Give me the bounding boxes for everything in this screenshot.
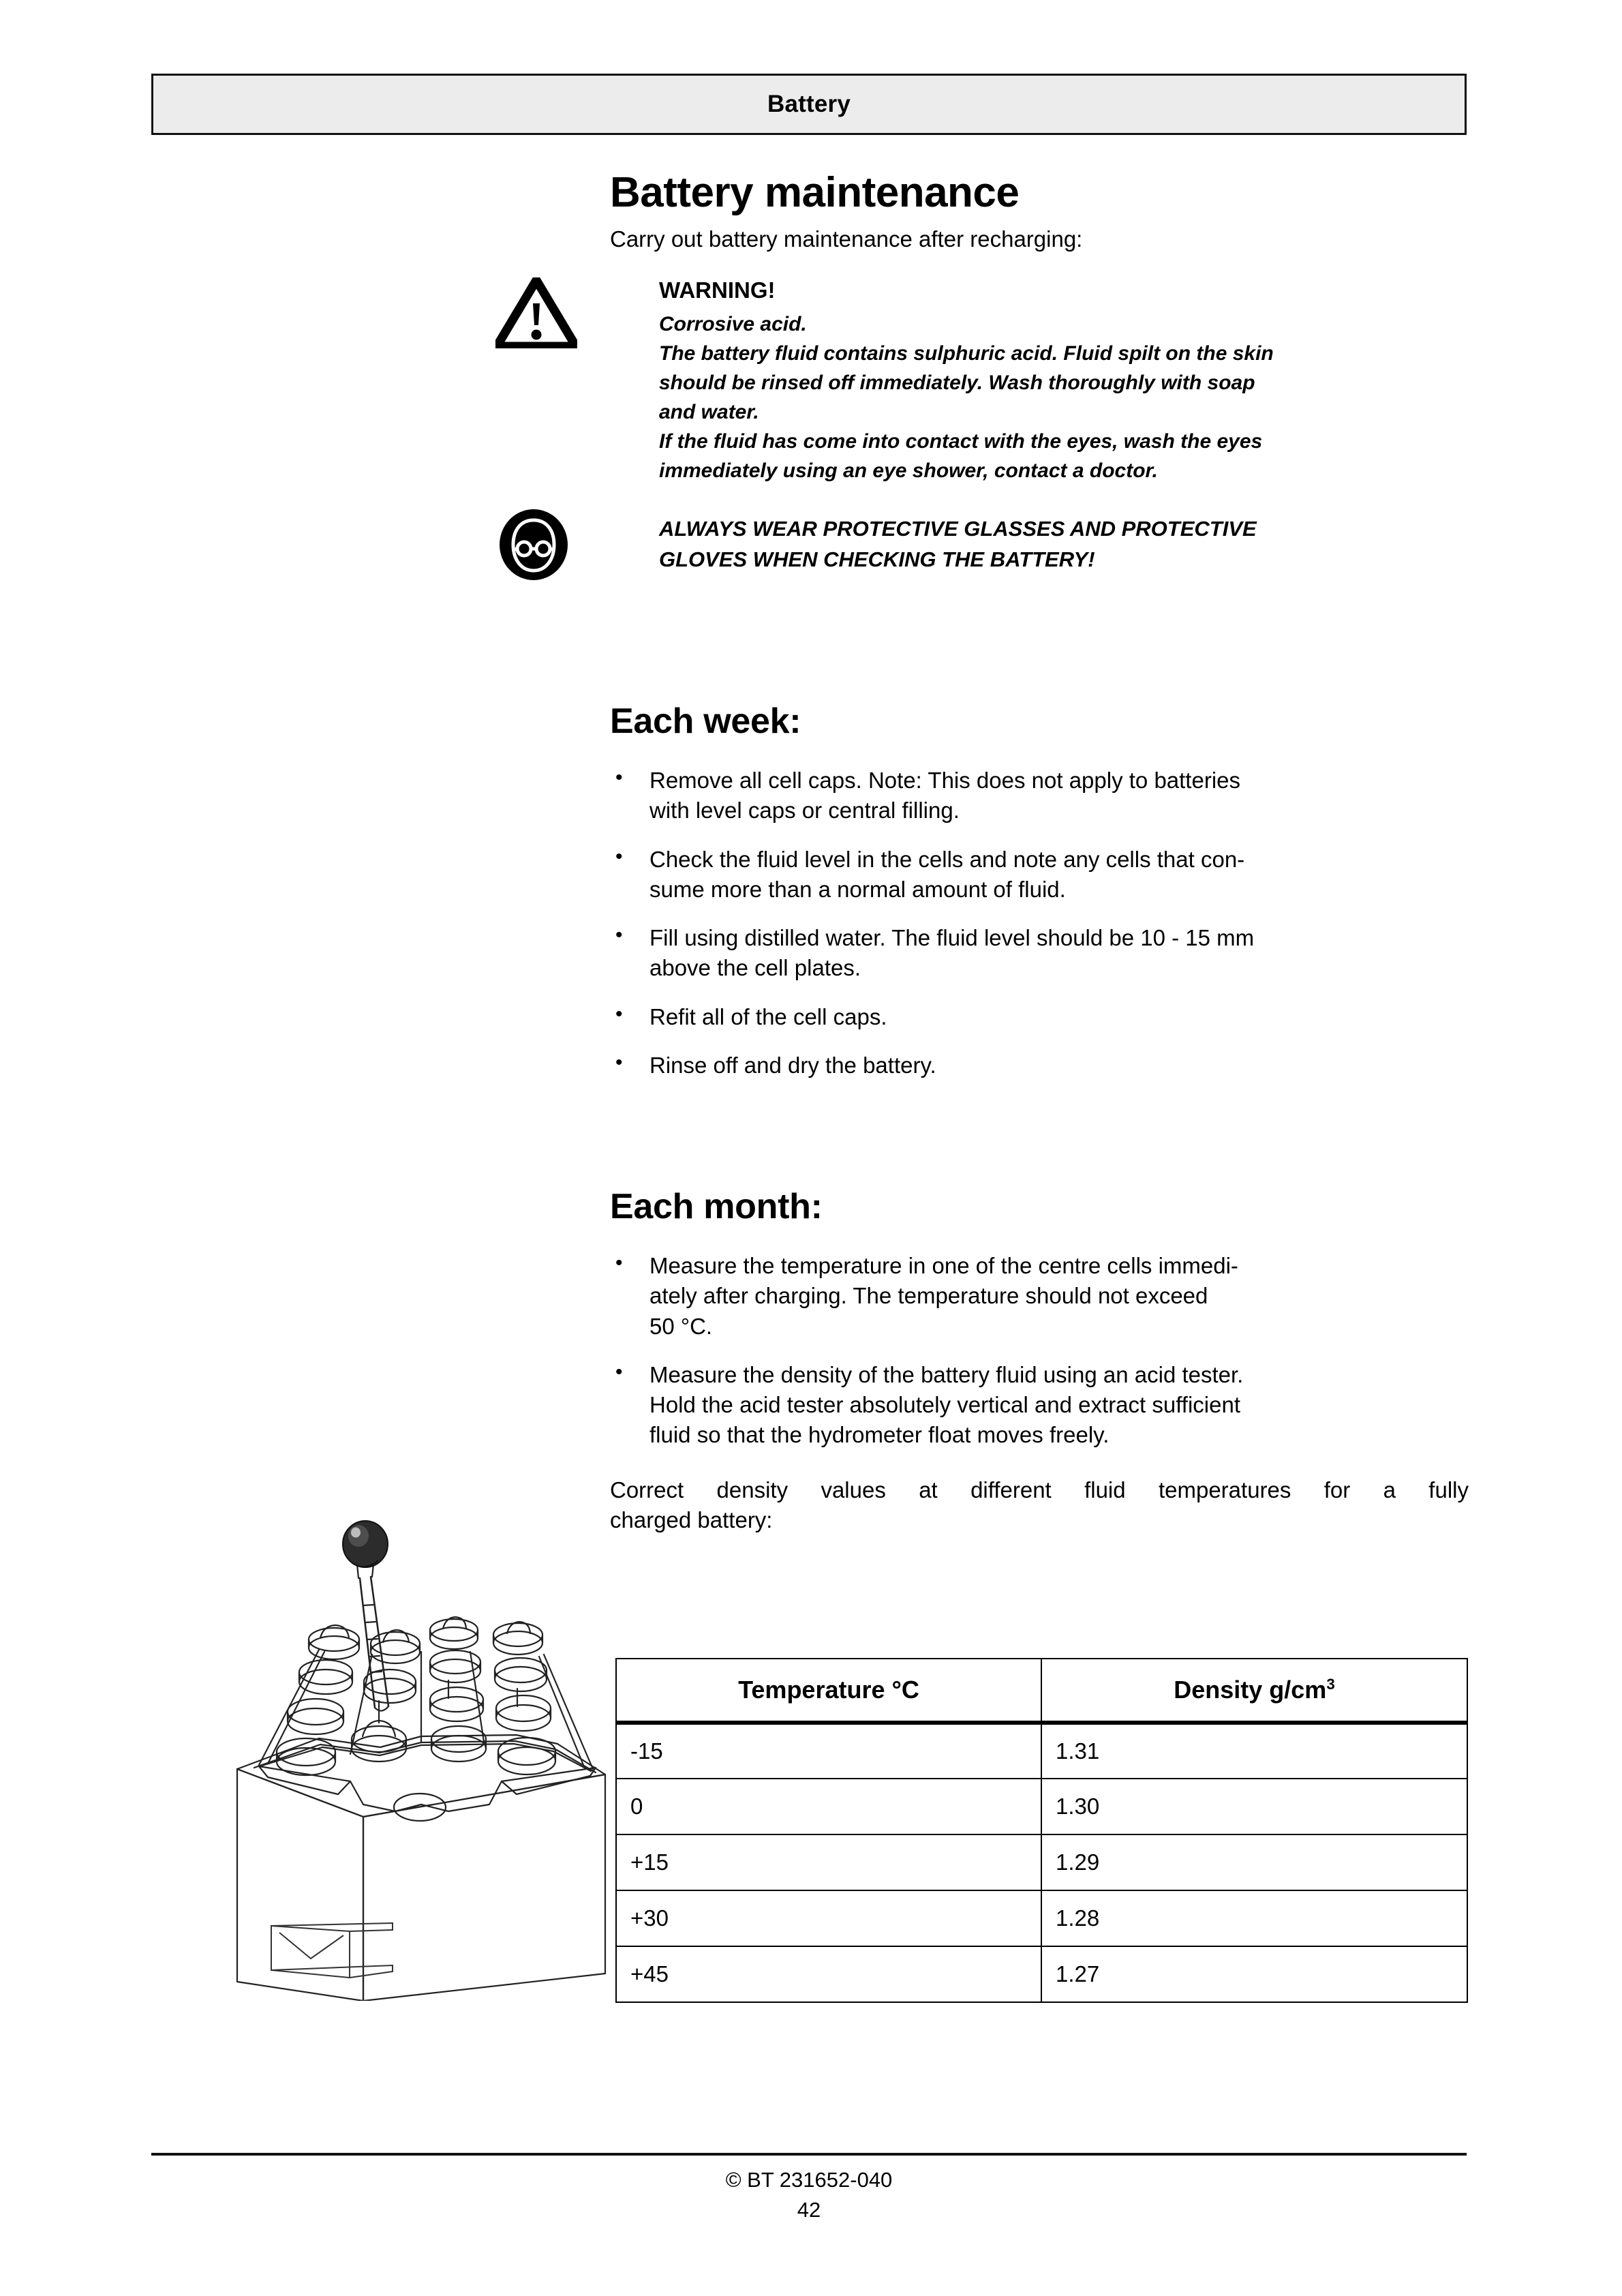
list-item (610, 1051, 1469, 1081)
protective-line: GLOVES WHEN CHECKING THE BATTERY! (659, 547, 1095, 571)
list-item (610, 845, 1469, 905)
table-row (616, 1834, 1467, 1890)
warning-body (659, 309, 1469, 486)
cell-temperature: +30 (616, 1890, 1041, 1946)
warning-triangle-icon (495, 277, 577, 348)
bullet-line: sume more than a normal amount of fluid. (649, 876, 1066, 902)
density-intro-paragraph (610, 1475, 1469, 1535)
table-row (616, 1890, 1467, 1946)
density-superscript: 3 (1326, 1676, 1335, 1693)
page-title: Battery maintenance (610, 169, 1020, 216)
section-heading-each-month: Each month: (610, 1187, 823, 1226)
footer-copyright: © BT 231652-040 (725, 2168, 893, 2192)
protective-line: ALWAYS WEAR PROTECTIVE GLASSES AND PROTECTIVE (659, 516, 1257, 541)
cell-density: 1.27 (1041, 1946, 1467, 2002)
page-footer (151, 2165, 1467, 2225)
protective-equipment-text (659, 513, 1469, 575)
cell-density: 1.30 (1041, 1779, 1467, 1834)
cell-temperature: 0 (616, 1779, 1041, 1834)
cell-density: 1.29 (1041, 1834, 1467, 1890)
battery-with-acid-tester-illustration (217, 1496, 626, 2001)
warning-line: Corrosive acid. (659, 312, 807, 335)
bullet-line: Hold the acid tester absolutely vertical and extract sufficient (649, 1392, 1241, 1418)
cell-density: 1.31 (1041, 1723, 1467, 1779)
paragraph-line: charged battery: (610, 1507, 773, 1532)
main-content-column (610, 170, 1469, 575)
bullet-line: 50 °C. (649, 1313, 713, 1339)
warning-line: immediately using an eye shower, contact a doctor. (659, 459, 1158, 483)
section-each-week (610, 702, 1469, 1081)
column-header-density-label: Density g/cm (1174, 1676, 1327, 1704)
warning-block (610, 276, 1469, 486)
table-row (616, 1723, 1467, 1779)
bullet-line: • Remove all cell caps. Note: This does not apply to batteries (649, 768, 1241, 794)
table-header-row (616, 1659, 1467, 1723)
safety-glasses-icon (498, 509, 569, 580)
cell-density: 1.28 (1041, 1890, 1467, 1946)
bullet-line: • Check the fluid level in the cells and note any cells that con- (649, 846, 1245, 872)
bullet-line: • Fill using distilled water. The fluid level should be 10 - 15 mm (649, 925, 1255, 951)
table-row (616, 1779, 1467, 1834)
table-row (616, 1946, 1467, 2002)
warning-heading: WARNING! (659, 277, 776, 303)
protective-equipment-block (610, 513, 1469, 575)
warning-line: If the fluid has come into contact with the eyes, wash the eyes (659, 430, 1263, 453)
footer-divider (151, 2153, 1467, 2156)
cell-temperature: -15 (616, 1723, 1041, 1779)
section-each-month (610, 1188, 1469, 1535)
bullet-line: above the cell plates. (649, 955, 861, 981)
page-header-box (151, 74, 1467, 135)
each-month-bullet-list (610, 1251, 1469, 1450)
cell-temperature: +15 (616, 1834, 1041, 1890)
bullet-line: with level caps or central filling. (649, 798, 960, 824)
page-header-title: Battery (767, 91, 851, 117)
bullet-line: fluid so that the hydrometer float moves freely. (649, 1422, 1110, 1448)
bullet-line: • Refit all of the cell caps. (649, 1003, 887, 1029)
column-header-temperature: Temperature °C (616, 1659, 1041, 1723)
bullet-line: • Measure the density of the battery fluid using an acid tester. (649, 1361, 1244, 1387)
warning-line: The battery fluid contains sulphuric acid. Fluid spilt on the skin (659, 342, 1274, 365)
intro-paragraph: Carry out battery maintenance after recharging: (610, 226, 1083, 252)
list-item (610, 1251, 1469, 1342)
column-header-density (1041, 1659, 1467, 1723)
list-item (610, 1360, 1469, 1451)
warning-line: and water. (659, 401, 759, 424)
cell-temperature: +45 (616, 1946, 1041, 2002)
warning-line: should be rinsed off immediately. Wash thoroughly with soap (659, 371, 1255, 394)
section-heading-each-week: Each week: (610, 701, 801, 741)
list-item (610, 1002, 1469, 1032)
density-table (615, 1658, 1468, 2003)
bullet-line: • Rinse off and dry the battery. (649, 1052, 936, 1078)
each-week-bullet-list (610, 766, 1469, 1081)
list-item (610, 766, 1469, 826)
footer-page-number: 42 (797, 2198, 821, 2222)
bullet-line: ately after charging. The temperature should not exceed (649, 1283, 1208, 1309)
list-item (610, 923, 1469, 983)
paragraph-line: Correct density values at different fluid temperatures for a fully (610, 1477, 1469, 1502)
bullet-line: • Measure the temperature in one of the centre cells immedi- (649, 1253, 1238, 1279)
